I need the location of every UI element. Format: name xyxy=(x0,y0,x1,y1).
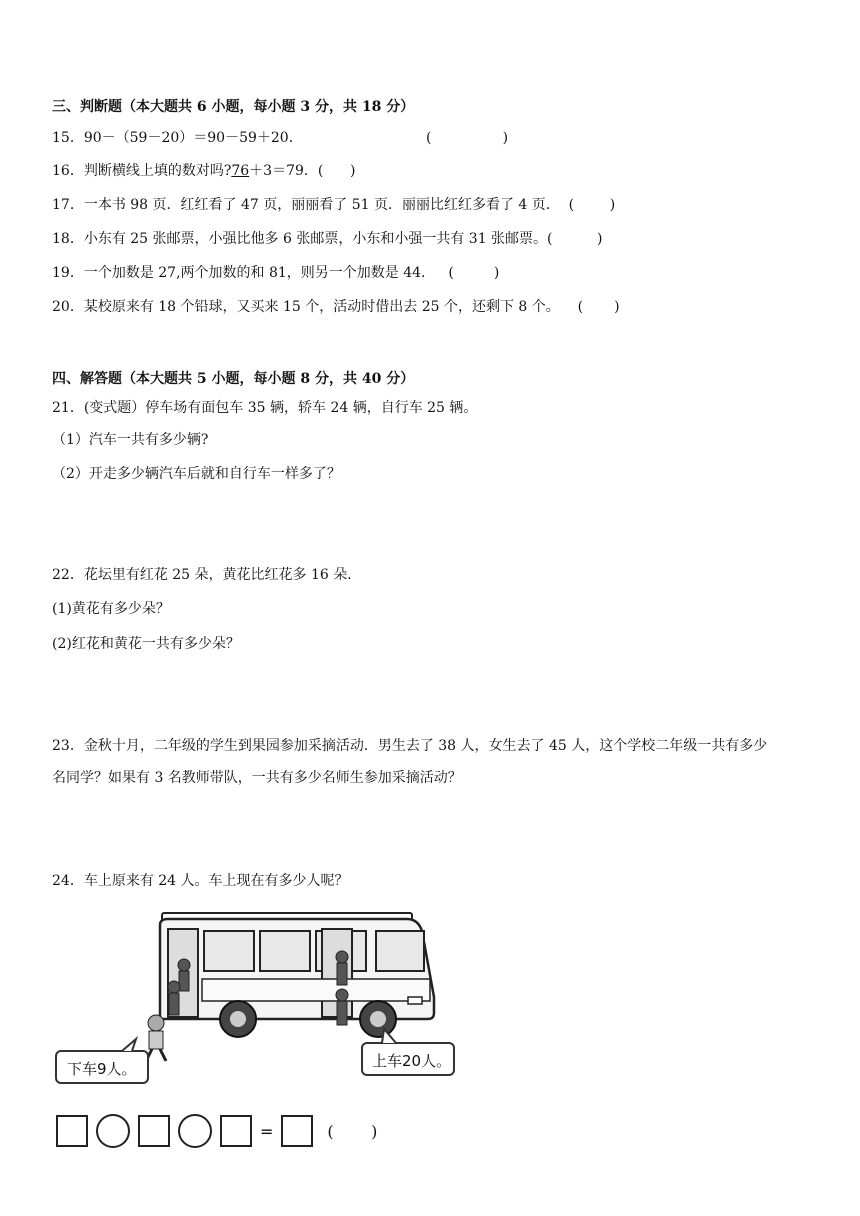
question-17: 17．一本书 98 页．红红看了 47 页，丽丽看了 51 页．丽丽比红红多看了 4 页． ( ) xyxy=(52,197,616,213)
question-18: 18．小东有 25 张邮票，小强比他多 6 张邮票，小东和小强一共有 31 张邮票。( ) xyxy=(52,231,603,247)
bus-illustration xyxy=(52,905,472,1095)
answer-box-1[interactable] xyxy=(56,1115,88,1147)
question-22-stem: 22．花坛里有红花 25 朵，黄花比红花多 16 朵． xyxy=(52,567,362,583)
operator-circle-1[interactable] xyxy=(96,1114,130,1148)
question-23-line1: 23．金秋十月，二年级的学生到果园参加采摘活动．男生去了 38 人，女生去了 45 人，这个学校二年级一共有多少 xyxy=(52,738,768,754)
result-box[interactable] xyxy=(281,1115,313,1147)
answer-box-2[interactable] xyxy=(138,1115,170,1147)
question-21-part1: （1）汽车一共有多少辆? xyxy=(52,432,209,448)
operator-circle-2[interactable] xyxy=(178,1114,212,1148)
bubble-on-label: 上车20人。 xyxy=(372,1052,452,1070)
question-23-line2: 名同学？如果有 3 名教师带队，一共有多少名师生参加采摘活动？ xyxy=(52,770,462,786)
question-16-post: ＋3＝79．( ) xyxy=(249,163,356,179)
question-22-part1: (1)黄花有多少朵？ xyxy=(52,601,170,617)
question-15-text: 15．90－（59－20）＝90－59＋20． xyxy=(52,130,303,146)
question-20: 20．某校原来有 18 个铅球，又买来 15 个，活动时借出去 25 个，还剩下 8 个。 ( ) xyxy=(52,299,620,315)
question-15 xyxy=(52,128,509,148)
question-24-stem: 24．车上原来有 24 人。车上现在有多少人呢？ xyxy=(52,873,349,889)
section3-heading: 三、判断题（本大题共 6 小题，每小题 3 分，共 18 分） xyxy=(52,99,415,115)
question-22-part2: (2)红花和黄花一共有多少朵？ xyxy=(52,636,240,652)
question-19: 19．一个加数是 27,两个加数的和 81，则另一个加数是 44． ( ) xyxy=(52,265,500,281)
answer-unit-paren[interactable]: ( ) xyxy=(327,1121,380,1141)
answer-equation-row xyxy=(56,1114,379,1148)
equals-sign: = xyxy=(260,1121,274,1141)
bus-icon xyxy=(160,913,434,1037)
answer-box-3[interactable] xyxy=(220,1115,252,1147)
question-15-paren: ( ) xyxy=(426,130,509,146)
question-21-part2: （2）开走多少辆汽车后就和自行车一样多了？ xyxy=(52,466,341,482)
question-16-underlined-number: 76 xyxy=(231,163,250,179)
bubble-off-label: 下车9人。 xyxy=(67,1060,137,1078)
question-21-stem: 21．(变式题）停车场有面包车 35 辆，轿车 24 辆，自行车 25 辆。 xyxy=(52,400,478,416)
question-16-pre: 16．判断横线上填的数对吗? xyxy=(52,163,232,179)
section4-heading: 四、解答题（本大题共 5 小题，每小题 8 分，共 40 分） xyxy=(52,371,415,387)
question-16 xyxy=(52,161,356,181)
